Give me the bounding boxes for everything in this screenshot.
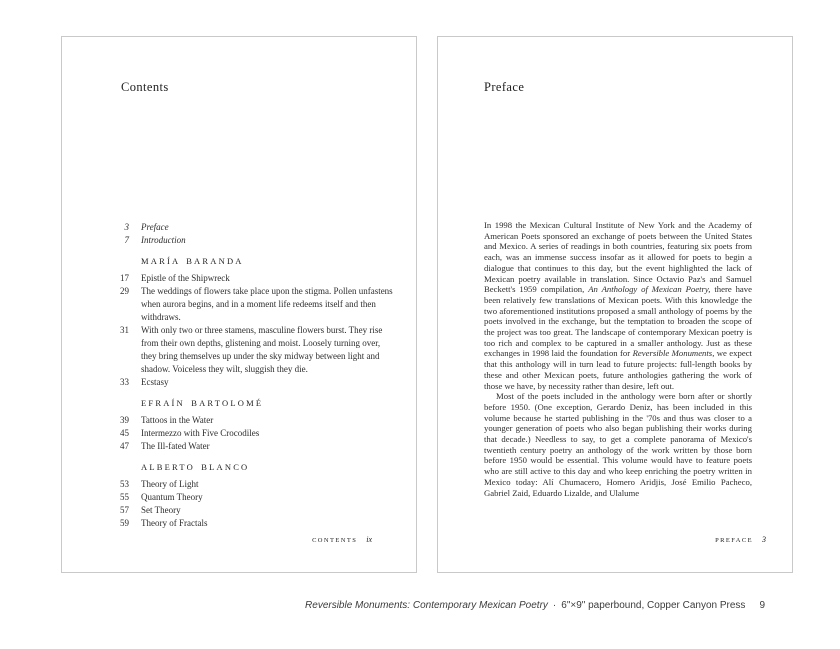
toc-title: Theory of Fractals (141, 518, 208, 528)
toc-author-heading: EFRAÍN BARTOLOMÉ (141, 398, 264, 408)
toc-entry (102, 376, 397, 389)
contents-running-footer (312, 535, 372, 544)
contents-footer-label: CONTENTS (312, 537, 358, 544)
contents-folio: ix (366, 535, 372, 544)
toc-title: Tattoos in the Water (141, 415, 214, 425)
preface-folio: 3 (762, 535, 766, 544)
preface-paragraph: Most of the poets included in the anthology were born after or shortly before 1950. (One exception, Gerardo Deniz, has been included in this volume because he started publishing in the '70s and thus was closer to a younger generation of poets who also began publishing their works during that decade.) Needless to say, to get a complete panorama of Mexico's twentieth century poetry an anthology of the work written by those born before 1950 would be essential. This volume would have to feature poets who are still active to this day and who keep enriching the poetry written in Mexico today: Alí Chumacero, Homero Aridjis, José Emilio Pacheco, Gabriel Zaid, Eduardo Lizalde, and Ulalume (484, 391, 752, 498)
preface-heading: Preface (484, 80, 525, 94)
caption-details: 6"×9" paperbound, Copper Canyon Press (561, 600, 746, 611)
toc-entry (102, 324, 397, 376)
toc-title: The Ill-fated Water (141, 441, 210, 451)
toc-page-number: 39 (120, 415, 129, 425)
toc-entry (102, 517, 397, 530)
toc-entry (102, 285, 397, 324)
preface-body (484, 220, 752, 498)
toc-page-number: 45 (120, 428, 129, 438)
table-of-contents (102, 221, 397, 530)
caption-book-title: Reversible Monuments: Contemporary Mexican Poetry (305, 600, 548, 611)
preface-running-footer (715, 535, 766, 544)
caption-separator: · (552, 600, 557, 611)
contents-heading: Contents (121, 80, 169, 94)
toc-title: Intermezzo with Five Crocodiles (141, 428, 260, 438)
toc-page-number: 7 (124, 235, 129, 245)
toc-author-heading: ALBERTO BLANCO (141, 462, 250, 472)
toc-title: Set Theory (141, 505, 181, 515)
preface-paragraph: In 1998 the Mexican Cultural Institute of New York and the Academy of American Poets sponsored an exchange of poets between the United States and Mexico. A series of readings in both countries, featuring six poets from each, was an immense success insofar as it allowed for poets to begin a dialogue that continues to this day, but the event highlighted the lack of Mexican poetry available in translation. Since Octavio Paz's and Samuel Beckett's 1959 compilation, An Anthology of Mexican Poetry, there have been relatively few translations of Mexican poets. With this knowledge the two aforementioned institutions proposed a small anthology of poems by the poets involved in the exchange, but the temptation to broaden the scope of the project was too great. The landscape of contemporary Mexican poetry is too rich and complex to be captured in a smaller anthology. Just as these exchanges in 1998 laid the foundation for Reversible Monuments, we expect that this anthology will in turn lead to future projects: full-length books by these and other Mexican poets, future anthologies gathering the work of those we have, by necessity rather than desire, left out. (484, 220, 752, 391)
toc-page-number: 57 (120, 505, 129, 515)
spread-caption (305, 600, 765, 611)
book-page-contents (61, 36, 417, 573)
toc-page-number: 33 (120, 377, 129, 387)
toc-title: Epistle of the Shipwreck (141, 273, 230, 283)
toc-page-number: 29 (120, 286, 129, 296)
toc-page-number: 17 (120, 273, 129, 283)
toc-entry (102, 221, 397, 234)
toc-entry (102, 272, 397, 285)
toc-entry (102, 491, 397, 504)
toc-page-number: 59 (120, 518, 129, 528)
toc-entry (102, 427, 397, 440)
toc-page-number: 31 (120, 325, 129, 335)
toc-entry (102, 414, 397, 427)
preface-footer-label: PREFACE (715, 537, 753, 544)
toc-entry (102, 234, 397, 247)
toc-author-heading: MARÍA BARANDA (141, 256, 244, 266)
toc-page-number: 55 (120, 492, 129, 502)
toc-page-number: 53 (120, 479, 129, 489)
toc-title: With only two or three stamens, masculine flowers burst. They rise from their own depths, glistening and moist. Loosely turning over, they bring themselves up under the sky midway between light and shadow. Voiceless they wilt, sluggish they die. (141, 325, 383, 374)
toc-title: Ecstasy (141, 377, 169, 387)
toc-page-number: 3 (124, 222, 129, 232)
toc-title: Quantum Theory (141, 492, 203, 502)
toc-title: Introduction (141, 235, 186, 245)
book-page-preface (437, 36, 793, 573)
toc-title: Preface (141, 222, 169, 232)
toc-page-number: 47 (120, 441, 129, 451)
toc-title: The weddings of flowers take place upon the stigma. Pollen unfastens when aurora begins, and in a moment life redeems itself and then withdraws. (141, 286, 393, 322)
toc-title: Theory of Light (141, 479, 199, 489)
toc-entry (102, 478, 397, 491)
toc-entry (102, 440, 397, 453)
caption-page-number: 9 (759, 600, 765, 611)
toc-entry (102, 504, 397, 517)
